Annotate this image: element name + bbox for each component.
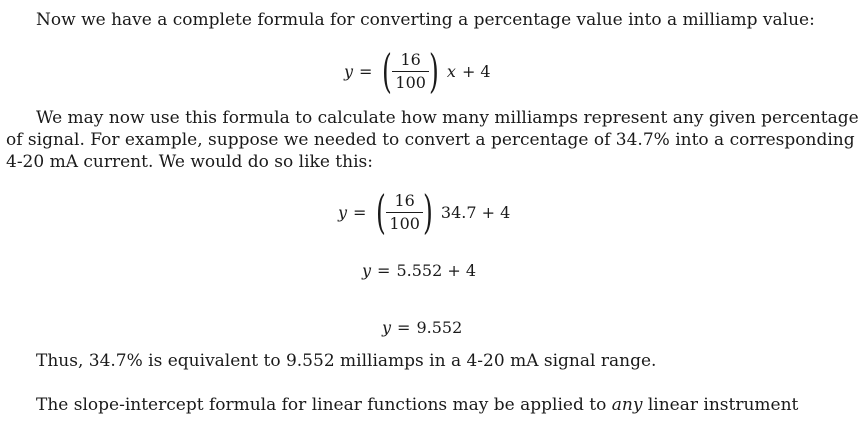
- formula-step: [362, 261, 476, 280]
- eq2-denominator: 100: [386, 212, 423, 233]
- eq4-rest: 9.552: [416, 318, 463, 337]
- eq4-lhs: y: [382, 318, 392, 337]
- formula-substituted: [338, 185, 511, 239]
- formula-general: [344, 44, 491, 98]
- intro-text: Now we have a complete formula for converting a percentage value into a milliamp value:: [36, 10, 815, 30]
- final-text-emphasis: any: [611, 395, 643, 415]
- eq3-lhs: y: [362, 261, 372, 280]
- eq2-left-paren: (: [376, 185, 387, 239]
- eq3-rest: 5.552 + 4: [396, 261, 477, 280]
- eq2-numerator: 16: [394, 190, 415, 210]
- eq2-equals: =: [353, 202, 367, 222]
- conclusion-text: Thus, 34.7% is equivalent to 9.552 milliamps in a 4-20 mA signal range.: [36, 351, 657, 371]
- eq1-variable-x: x: [446, 61, 456, 81]
- eq3-equals: =: [377, 261, 391, 280]
- final-text-before: The slope-intercept formula for linear functions may be applied to: [36, 395, 612, 415]
- eq1-lhs: y: [344, 61, 354, 81]
- eq1-equals: =: [359, 61, 373, 81]
- eq1-numerator: 16: [400, 49, 421, 69]
- paragraph-line-2: of signal. For example, suppose we needed to convert a percentage of 34.7% into a corresponding: [6, 130, 855, 150]
- final-text: [36, 394, 798, 416]
- paragraph-line-1: We may now use this formula to calculate how many milliamps represent any given percentage: [36, 108, 859, 128]
- paragraph-line-3: 4-20 mA current. We would do so like this:: [6, 152, 373, 172]
- formula-result: [382, 318, 462, 337]
- eq2-rest: 34.7 + 4: [440, 202, 511, 222]
- eq2-right-paren: ): [422, 185, 433, 239]
- eq1-right-paren: ): [428, 44, 439, 98]
- final-text-after: linear instrument: [642, 395, 799, 415]
- eq1-rest: + 4: [461, 61, 491, 81]
- eq2-lhs: y: [338, 202, 348, 222]
- eq2-fraction: [386, 192, 423, 233]
- eq4-equals: =: [397, 318, 411, 337]
- eq1-fraction: [392, 51, 429, 92]
- eq1-denominator: 100: [392, 71, 429, 92]
- eq1-left-paren: (: [382, 44, 393, 98]
